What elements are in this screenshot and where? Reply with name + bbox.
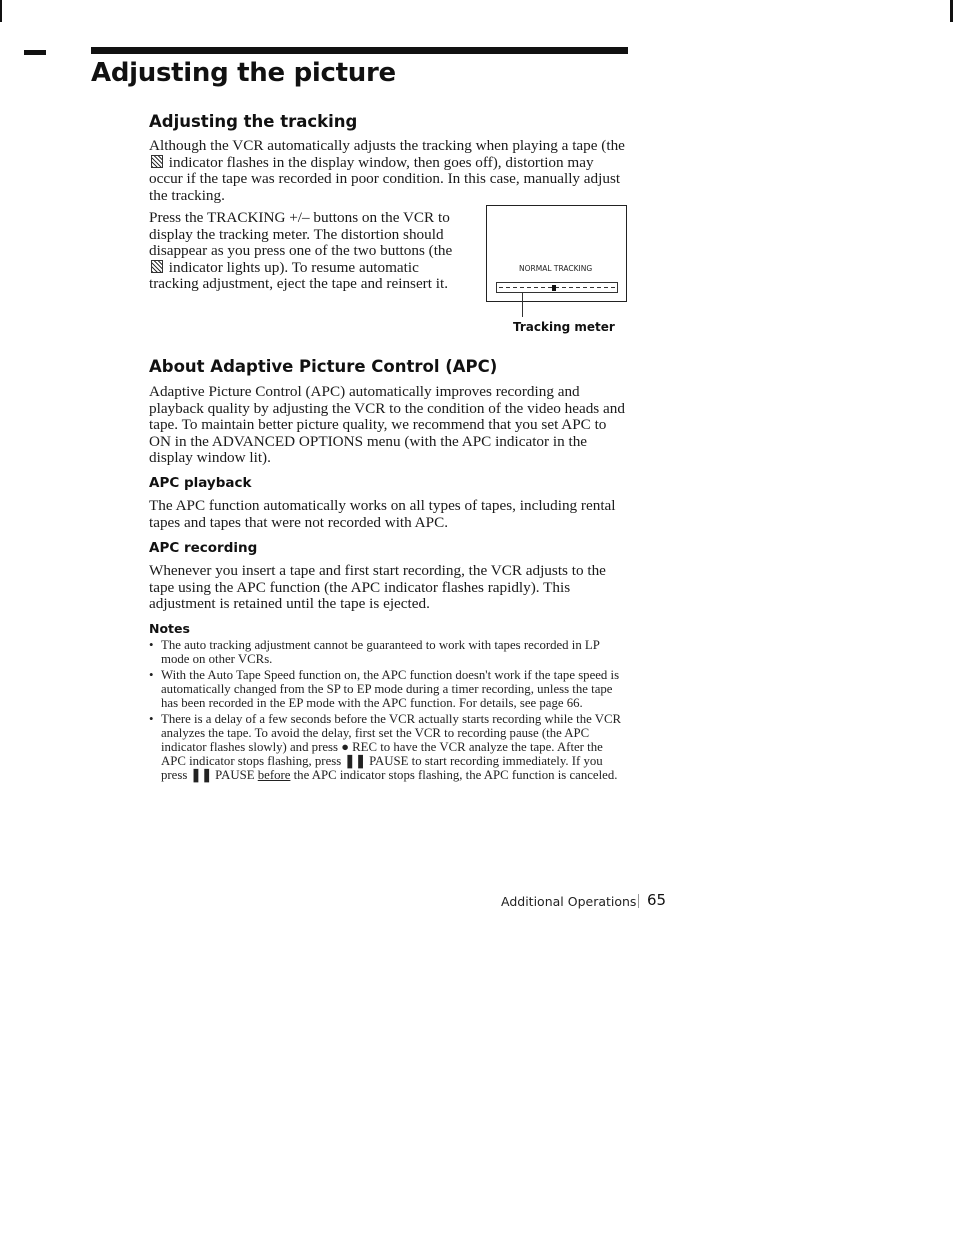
apc-recording-heading: APC recording (149, 540, 258, 556)
apc-recording-text: Whenever you insert a tape and first start recording, the VCR adjusts to the tape using the APC function (the APC indicator flashes rapidly). This adjustment is retained until the tape is ejected. (149, 562, 606, 612)
tracking-instructions-a: Press the TRACKING +/– buttons on the VCR to display the tracking meter. The distortion should disappear as you press one of the two buttons (the (149, 209, 453, 259)
pause-icon: ❚❚ (190, 768, 212, 782)
note-item: • The auto tracking adjustment cannot be guaranteed to work with tapes recorded in LP mode on other VCRs. (149, 638, 629, 666)
tracking-instructions-b: indicator lights up). To resume automatic tracking adjustment, eject the tape and reinsert it. (149, 258, 448, 292)
tracking-indicator-icon (151, 260, 163, 273)
scan-edge-right (950, 0, 953, 22)
tracking-meter-bar (496, 282, 618, 293)
note3-part-c: PAUSE to start recording immediately. If you press (161, 754, 603, 782)
record-dot-icon: ● (341, 740, 349, 754)
apc-intro: Adaptive Picture Control (APC) automatically improves recording and playback quality by adjusting the VCR to the condition of the video heads and tape. To maintain better picture quality, we recommend that you set APC to ON in the ADVANCED OPTIONS menu (with the APC indicator in the display window lit). (149, 383, 625, 466)
page-number: 65 (647, 891, 667, 909)
footer-section-label: Additional Operations (501, 894, 637, 909)
note-item (149, 712, 629, 782)
note-item: • With the Auto Tape Speed function on, the APC function doesn't work if the tape speed is automatically changed from the SP to EP mode during a timer recording, unless the tape has been recorded in the EP mode with the APC function. For details, see page 66. (149, 668, 629, 710)
footer-separator (638, 894, 639, 908)
tracking-indicator-icon (151, 155, 163, 168)
note3-part-a: There is a delay of a few seconds before the VCR actually starts recording while the VCR analyzes the tape. To avoid the delay, first set the VCR to recording pause (the APC indicator flashes slowly) and press (161, 712, 622, 754)
tracking-meter-caption: Tracking meter (513, 320, 615, 334)
scan-edge-left (0, 0, 2, 22)
note3-part-b: REC to have the VCR analyze the tape. After the APC indicator stops flashing, press (161, 740, 603, 768)
apc-playback-text: The APC function automatically works on all types of tapes, including rental tapes and tapes that were not recorded with APC. (149, 497, 616, 531)
notes-list (149, 638, 629, 784)
apc-heading: About Adaptive Picture Control (APC) (149, 357, 498, 376)
tracking-instructions (149, 210, 467, 293)
note3-emphasis: before (257, 768, 291, 782)
screen-label: NORMAL TRACKING (519, 264, 593, 273)
meter-position-marker (552, 285, 556, 291)
tracking-heading: Adjusting the tracking (149, 112, 358, 131)
section-tab-mark (24, 50, 46, 55)
title-rule (91, 47, 628, 54)
tracking-intro (149, 138, 631, 204)
tracking-intro-b: indicator flashes in the display window, then goes off), distortion may occur if the tape was recorded in poor condition. In this case, manually adjust the tracking. (149, 153, 621, 204)
callout-line (522, 293, 523, 317)
note3-part-d: PAUSE (215, 768, 255, 782)
notes-title: Notes (149, 621, 190, 636)
note3-part-f: the APC indicator stops flashing, the APC function is canceled. (293, 768, 618, 782)
meter-scale (499, 287, 615, 288)
apc-playback-heading: APC playback (149, 475, 252, 491)
page-title: Adjusting the picture (91, 58, 396, 88)
tracking-intro-a: Although the VCR automatically adjusts the tracking when playing a tape (the (149, 137, 625, 154)
pause-icon: ❚❚ (344, 754, 366, 768)
